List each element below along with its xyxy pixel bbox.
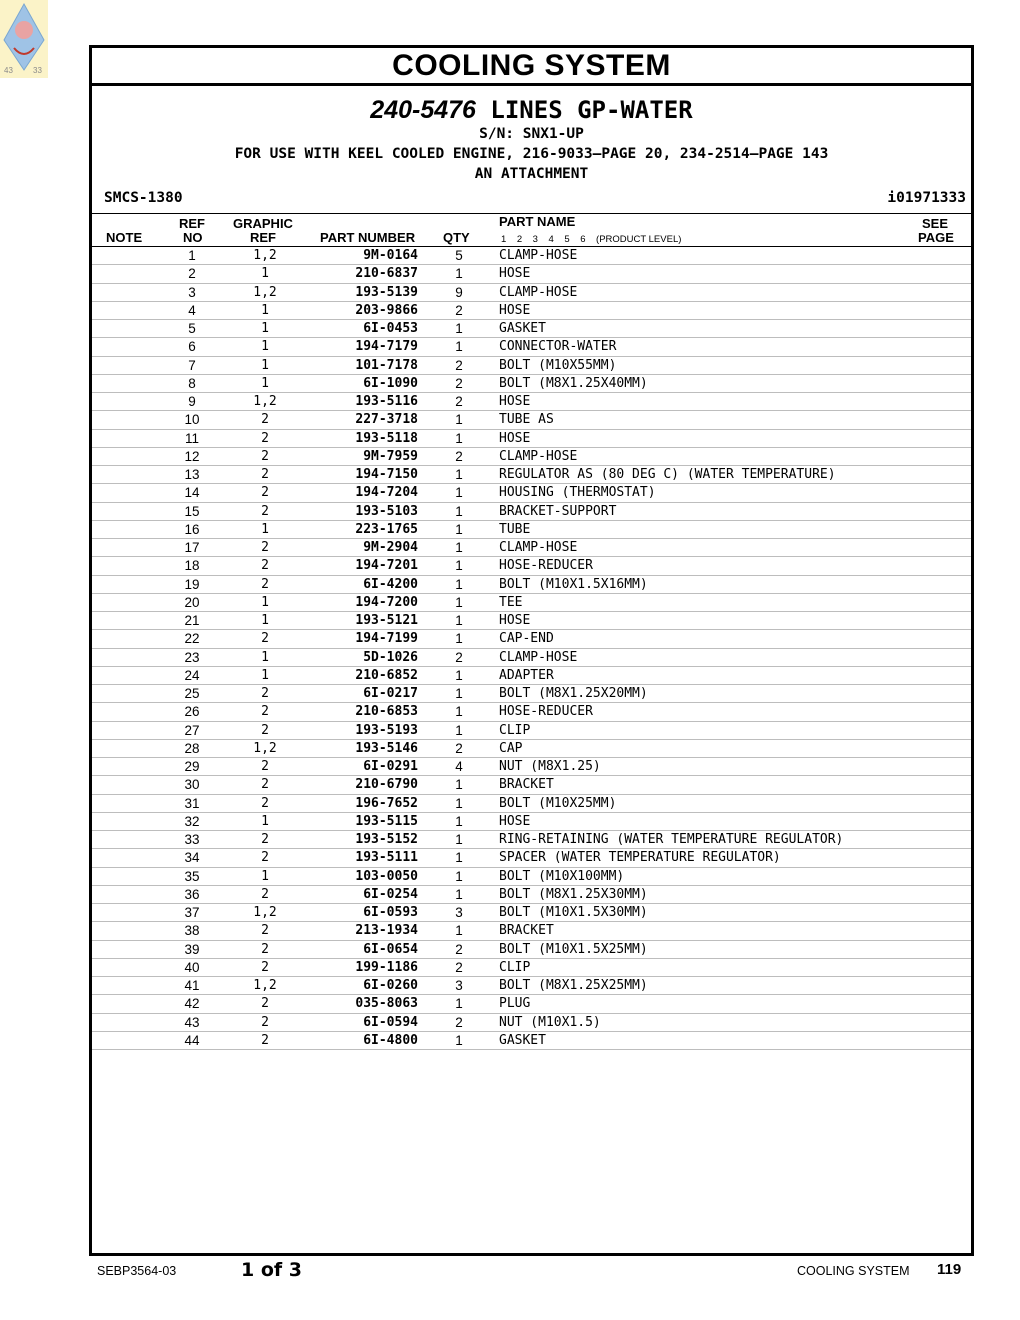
part-name: ADAPTER xyxy=(499,667,554,683)
ref-number: 34 xyxy=(184,850,200,866)
graphic-ref: 1 xyxy=(261,302,269,318)
graphic-ref: 1,2 xyxy=(253,394,277,409)
table-row xyxy=(92,813,971,831)
table-row xyxy=(92,1014,971,1032)
graphic-ref: 1 xyxy=(261,375,269,391)
part-name: HOSE xyxy=(499,266,531,282)
quantity: 2 xyxy=(455,448,463,464)
col-see-bottom: PAGE xyxy=(918,230,954,245)
section-name: COOLING SYSTEM xyxy=(797,1264,910,1278)
part-number: 6I-0594 xyxy=(363,1014,418,1030)
graphic-ref: 2 xyxy=(261,795,269,811)
ref-number: 8 xyxy=(188,375,196,391)
quantity: 1 xyxy=(455,412,463,428)
part-name: BOLT (M10X1.5X25MM) xyxy=(499,941,648,957)
table-row xyxy=(92,594,971,612)
graphic-ref: 2 xyxy=(261,412,269,428)
part-name: CLAMP-HOSE xyxy=(499,248,578,263)
logo-right-number: 33 xyxy=(33,66,42,75)
table-row xyxy=(92,868,971,886)
part-name: CONNECTOR-WATER xyxy=(499,339,617,355)
ref-number: 42 xyxy=(184,996,200,1012)
table-row xyxy=(92,576,971,594)
ref-number: 37 xyxy=(184,905,200,920)
ref-number: 15 xyxy=(184,503,200,519)
part-number: 194-7204 xyxy=(355,485,418,501)
graphic-ref: 1,2 xyxy=(253,248,277,263)
quantity: 2 xyxy=(455,649,463,665)
graphic-ref: 2 xyxy=(261,686,269,701)
part-number: 193-5139 xyxy=(355,284,418,300)
part-name: BRACKET xyxy=(499,777,554,793)
part-number: 194-7199 xyxy=(355,631,418,647)
quantity: 1 xyxy=(455,813,463,829)
part-name: HOUSING (THERMOSTAT) xyxy=(499,485,656,501)
table-row xyxy=(92,959,971,977)
ref-number: 24 xyxy=(184,667,200,683)
quantity: 1 xyxy=(455,1032,463,1048)
ref-number: 20 xyxy=(184,594,200,610)
ref-number: 25 xyxy=(184,686,200,701)
part-name: BOLT (M10X100MM) xyxy=(499,868,625,884)
graphic-ref: 1 xyxy=(261,868,269,884)
graphic-ref: 2 xyxy=(261,832,269,847)
part-name: GASKET xyxy=(499,321,546,336)
part-name: BOLT (M10X25MM) xyxy=(499,795,617,811)
part-name: HOSE-REDUCER xyxy=(499,558,593,574)
smcs-code: SMCS-1380 xyxy=(104,190,183,206)
part-number: 6I-0654 xyxy=(363,941,418,957)
quantity: 1 xyxy=(455,832,463,847)
part-number: 194-7150 xyxy=(355,467,418,482)
part-number: 194-7179 xyxy=(355,339,418,355)
graphic-ref: 1 xyxy=(261,521,269,537)
quantity: 1 xyxy=(455,266,463,282)
attachment-note: AN ATTACHMENT xyxy=(474,166,589,182)
table-row xyxy=(92,466,971,484)
quantity: 1 xyxy=(455,777,463,793)
ref-number: 17 xyxy=(184,540,200,555)
graphic-ref: 2 xyxy=(261,959,269,975)
quantity: 1 xyxy=(455,631,463,647)
part-number: 210-6837 xyxy=(355,266,418,282)
part-number: 210-6853 xyxy=(355,704,418,720)
graphic-ref: 1 xyxy=(261,613,269,628)
part-name: RING-RETAINING (WATER TEMPERATURE REGULATOR) xyxy=(499,832,844,847)
quantity: 5 xyxy=(455,248,463,263)
graphic-ref: 2 xyxy=(261,503,269,519)
table-row xyxy=(92,630,971,648)
part-name: HOSE xyxy=(499,613,531,628)
ref-number: 19 xyxy=(184,576,200,592)
col-part-name: PART NAME xyxy=(499,214,576,229)
part-number: 199-1186 xyxy=(355,959,418,975)
table-row xyxy=(92,503,971,521)
table-row xyxy=(92,247,971,265)
part-name: HOSE xyxy=(499,430,531,446)
quantity: 2 xyxy=(455,357,463,373)
table-row xyxy=(92,922,971,940)
part-name: CLAMP-HOSE xyxy=(499,540,578,555)
table-row xyxy=(92,338,971,356)
graphic-ref: 2 xyxy=(261,850,269,866)
table-row xyxy=(92,484,971,502)
part-name: BOLT (M8X1.25X20MM) xyxy=(499,686,648,701)
graphic-ref: 1 xyxy=(261,594,269,610)
graphic-ref: 2 xyxy=(261,923,269,939)
table-row xyxy=(92,430,971,448)
ref-number: 21 xyxy=(184,613,200,628)
table-row xyxy=(92,831,971,849)
ref-number: 5 xyxy=(188,321,196,336)
quantity: 1 xyxy=(455,686,463,701)
part-name: HOSE xyxy=(499,394,531,409)
part-number: 103-0050 xyxy=(355,868,418,884)
part-name: NUT (M10X1.5) xyxy=(499,1014,601,1030)
col-graphic-bottom: REF xyxy=(250,230,276,245)
ref-number: 16 xyxy=(184,521,200,537)
quantity: 2 xyxy=(455,375,463,391)
graphic-ref: 2 xyxy=(261,1032,269,1048)
quantity: 1 xyxy=(455,485,463,501)
part-number: 6I-0260 xyxy=(363,978,418,993)
group-part-number: 240-5476 xyxy=(370,96,476,124)
part-name: HOSE-REDUCER xyxy=(499,704,593,720)
table-row xyxy=(92,357,971,375)
graphic-ref: 1 xyxy=(261,667,269,683)
graphic-ref: 2 xyxy=(261,467,269,482)
quantity: 3 xyxy=(455,978,463,993)
table-row xyxy=(92,284,971,302)
quantity: 2 xyxy=(455,1014,463,1030)
quantity: 1 xyxy=(455,576,463,592)
part-name: REGULATOR AS (80 DEG C) (WATER TEMPERATURE) xyxy=(499,467,836,482)
part-number: 193-5103 xyxy=(355,503,418,519)
ref-number: 43 xyxy=(184,1014,200,1030)
quantity: 1 xyxy=(455,558,463,574)
graphic-ref: 1 xyxy=(261,813,269,829)
part-number: 193-5152 xyxy=(355,832,418,847)
quantity: 3 xyxy=(455,905,463,920)
part-number: 193-5118 xyxy=(355,430,418,446)
part-number: 9M-0164 xyxy=(363,248,418,263)
table-row xyxy=(92,886,971,904)
part-name: TUBE AS xyxy=(499,412,554,428)
quantity: 1 xyxy=(455,667,463,683)
part-number: 193-5116 xyxy=(355,394,418,409)
quantity: 2 xyxy=(455,941,463,957)
table-row xyxy=(92,557,971,575)
graphic-ref: 1 xyxy=(261,357,269,373)
part-number: 193-5121 xyxy=(355,613,418,628)
graphic-ref: 2 xyxy=(261,430,269,446)
ref-number: 32 xyxy=(184,813,200,829)
col-ref-top: REF xyxy=(179,216,205,231)
graphic-ref: 2 xyxy=(261,540,269,555)
quantity: 1 xyxy=(455,795,463,811)
ref-number: 29 xyxy=(184,759,200,774)
graphic-ref: 2 xyxy=(261,558,269,574)
ref-number: 26 xyxy=(184,704,200,720)
column-headers xyxy=(92,214,971,247)
part-name: HOSE xyxy=(499,813,531,829)
quantity: 1 xyxy=(455,613,463,628)
part-number: 6I-0291 xyxy=(363,759,418,774)
document-number: SEBP3564-03 xyxy=(97,1264,177,1278)
ref-number: 39 xyxy=(184,941,200,957)
graphic-ref: 2 xyxy=(261,941,269,957)
serial-number: S/N: SNX1-UP xyxy=(479,126,584,142)
part-name: CAP-END xyxy=(499,631,554,647)
quantity: 2 xyxy=(455,302,463,318)
graphic-ref: 1,2 xyxy=(253,740,277,756)
graphic-ref: 2 xyxy=(261,996,269,1012)
part-number: 5D-1026 xyxy=(363,649,418,665)
graphic-ref: 1 xyxy=(261,266,269,282)
part-number: 6I-0593 xyxy=(363,905,418,920)
part-name: TEE xyxy=(499,594,523,610)
ref-number: 22 xyxy=(184,631,200,647)
part-number: 9M-2904 xyxy=(363,540,418,555)
quantity: 4 xyxy=(455,759,463,774)
usage-note: FOR USE WITH KEEL COOLED ENGINE, 216-9033—PAGE 20, 234-2514—PAGE 143 xyxy=(234,146,829,162)
part-name: SPACER (WATER TEMPERATURE REGULATOR) xyxy=(499,850,781,866)
graphic-ref: 2 xyxy=(261,759,269,774)
quantity: 1 xyxy=(455,339,463,355)
part-name: BOLT (M10X1.5X16MM) xyxy=(499,576,648,592)
ref-number: 3 xyxy=(188,284,196,300)
part-number: 227-3718 xyxy=(355,412,418,428)
group-header xyxy=(92,86,971,214)
col-qty: QTY xyxy=(443,230,470,245)
group-title xyxy=(92,96,971,125)
part-number: 035-8063 xyxy=(355,996,418,1012)
ref-number: 28 xyxy=(184,740,200,756)
ref-number: 36 xyxy=(184,886,200,902)
part-name: CLIP xyxy=(499,959,531,975)
part-number: 6I-0217 xyxy=(363,686,418,701)
quantity: 1 xyxy=(455,503,463,519)
table-row xyxy=(92,795,971,813)
quantity: 1 xyxy=(455,850,463,866)
ref-number: 31 xyxy=(184,795,200,811)
part-name: GASKET xyxy=(499,1032,546,1048)
graphic-ref: 2 xyxy=(261,886,269,902)
part-name: BRACKET-SUPPORT xyxy=(499,503,617,519)
table-row xyxy=(92,667,971,685)
table-row xyxy=(92,320,971,338)
table-row xyxy=(92,375,971,393)
ref-number: 30 xyxy=(184,777,200,793)
parts-table-body xyxy=(92,247,971,1050)
table-row xyxy=(92,539,971,557)
graphic-ref: 2 xyxy=(261,631,269,647)
logo-emblem xyxy=(0,0,48,78)
ref-number: 18 xyxy=(184,558,200,574)
ref-number: 9 xyxy=(188,394,196,409)
table-row xyxy=(92,703,971,721)
quantity: 1 xyxy=(455,868,463,884)
ref-number: 13 xyxy=(184,467,200,482)
ref-number: 33 xyxy=(184,832,200,847)
quantity: 2 xyxy=(455,394,463,409)
quantity: 9 xyxy=(455,284,463,300)
part-name: HOSE xyxy=(499,302,531,318)
part-number: 210-6852 xyxy=(355,667,418,683)
graphic-ref: 2 xyxy=(261,576,269,592)
table-row xyxy=(92,393,971,411)
part-number: 9M-7959 xyxy=(363,448,418,464)
part-name: CLAMP-HOSE xyxy=(499,284,578,300)
part-name: BOLT (M10X55MM) xyxy=(499,357,617,373)
ref-number: 41 xyxy=(184,978,200,993)
quantity: 1 xyxy=(455,704,463,720)
part-number: 223-1765 xyxy=(355,521,418,537)
col-see-top: SEE xyxy=(922,216,949,231)
table-row xyxy=(92,722,971,740)
ref-number: 4 xyxy=(188,302,196,318)
ref-number: 12 xyxy=(184,448,200,464)
quantity: 1 xyxy=(455,321,463,336)
table-row xyxy=(92,302,971,320)
part-number: 6I-1090 xyxy=(363,375,418,391)
page-footer xyxy=(0,1258,1020,1288)
part-number: 6I-4200 xyxy=(363,576,418,592)
quantity: 1 xyxy=(455,722,463,738)
page-number: 119 xyxy=(937,1261,962,1278)
part-number: 210-6790 xyxy=(355,777,418,793)
ref-number: 35 xyxy=(184,868,200,884)
quantity: 1 xyxy=(455,540,463,555)
part-number: 6I-0254 xyxy=(363,886,418,902)
part-number: 193-5193 xyxy=(355,722,418,738)
part-name: BOLT (M8X1.25X40MM) xyxy=(499,375,648,391)
table-row xyxy=(92,1032,971,1050)
quantity: 1 xyxy=(455,521,463,537)
part-name: BRACKET xyxy=(499,923,554,939)
quantity: 1 xyxy=(455,923,463,939)
graphic-ref: 1,2 xyxy=(253,284,277,300)
parts-list-frame xyxy=(89,45,974,1256)
graphic-ref: 1,2 xyxy=(253,905,277,920)
part-number: 203-9866 xyxy=(355,302,418,318)
col-ref-bottom: NO xyxy=(183,230,203,245)
ref-number: 1 xyxy=(188,248,196,263)
part-name: BOLT (M8X1.25X25MM) xyxy=(499,978,648,993)
graphic-ref: 2 xyxy=(261,485,269,501)
table-row xyxy=(92,776,971,794)
quantity: 1 xyxy=(455,594,463,610)
quantity: 2 xyxy=(455,959,463,975)
part-number: 194-7200 xyxy=(355,594,418,610)
ref-number: 6 xyxy=(188,339,196,355)
part-number: 6I-0453 xyxy=(363,321,418,336)
page-title: COOLING SYSTEM xyxy=(92,48,971,86)
part-number: 194-7201 xyxy=(355,558,418,574)
ref-number: 2 xyxy=(188,266,196,282)
part-number: 193-5115 xyxy=(355,813,418,829)
quantity: 1 xyxy=(455,886,463,902)
graphic-ref: 1 xyxy=(261,321,269,336)
ref-number: 40 xyxy=(184,959,200,975)
part-name: CLIP xyxy=(499,722,531,738)
table-row xyxy=(92,521,971,539)
table-row xyxy=(92,411,971,429)
ref-number: 10 xyxy=(184,412,200,428)
col-graphic-top: GRAPHIC xyxy=(233,216,293,231)
table-row xyxy=(92,904,971,922)
ref-number: 7 xyxy=(188,357,196,373)
table-row xyxy=(92,612,971,630)
illustration-id: i01971333 xyxy=(887,190,966,206)
ref-number: 27 xyxy=(184,722,200,738)
graphic-ref: 1 xyxy=(261,339,269,355)
table-row xyxy=(92,448,971,466)
part-name: BOLT (M8X1.25X30MM) xyxy=(499,886,648,902)
part-number: 193-5146 xyxy=(355,740,418,756)
part-number: 196-7652 xyxy=(355,795,418,811)
table-row xyxy=(92,849,971,867)
graphic-ref: 2 xyxy=(261,777,269,793)
table-row xyxy=(92,740,971,758)
ref-number: 23 xyxy=(184,649,200,665)
col-product-levels: 1 2 3 4 5 6 (PRODUCT LEVEL) xyxy=(501,234,682,245)
part-name: CAP xyxy=(499,740,523,756)
quantity: 2 xyxy=(455,740,463,756)
ref-number: 38 xyxy=(184,923,200,939)
part-name: CLAMP-HOSE xyxy=(499,649,578,665)
table-row xyxy=(92,758,971,776)
sheet-indicator: 1 of 3 xyxy=(241,1259,302,1281)
part-name: TUBE xyxy=(499,521,531,537)
quantity: 1 xyxy=(455,996,463,1012)
part-name: NUT (M8X1.25) xyxy=(499,759,601,774)
graphic-ref: 1,2 xyxy=(253,978,277,993)
group-part-name: LINES GP-WATER xyxy=(490,96,693,124)
part-name: CLAMP-HOSE xyxy=(499,448,578,464)
quantity: 1 xyxy=(455,430,463,446)
col-part-number: PART NUMBER xyxy=(320,230,416,245)
graphic-ref: 2 xyxy=(261,1014,269,1030)
col-note: NOTE xyxy=(106,230,143,245)
part-name: BOLT (M10X1.5X30MM) xyxy=(499,905,648,920)
table-row xyxy=(92,977,971,995)
graphic-ref: 2 xyxy=(261,722,269,738)
ref-number: 11 xyxy=(184,430,199,446)
graphic-ref: 2 xyxy=(261,704,269,720)
quantity: 1 xyxy=(455,467,463,482)
part-number: 101-7178 xyxy=(355,357,418,373)
ref-number: 44 xyxy=(184,1032,200,1048)
part-number: 6I-4800 xyxy=(363,1032,418,1048)
table-row xyxy=(92,265,971,283)
graphic-ref: 2 xyxy=(261,448,269,464)
table-row xyxy=(92,685,971,703)
graphic-ref: 1 xyxy=(261,649,269,665)
part-name: PLUG xyxy=(499,996,531,1012)
ref-number: 14 xyxy=(184,485,200,501)
table-row xyxy=(92,649,971,667)
part-number: 213-1934 xyxy=(355,923,418,939)
logo-left-number: 43 xyxy=(4,66,13,75)
table-row xyxy=(92,941,971,959)
table-row xyxy=(92,995,971,1013)
part-number: 193-5111 xyxy=(355,850,418,866)
